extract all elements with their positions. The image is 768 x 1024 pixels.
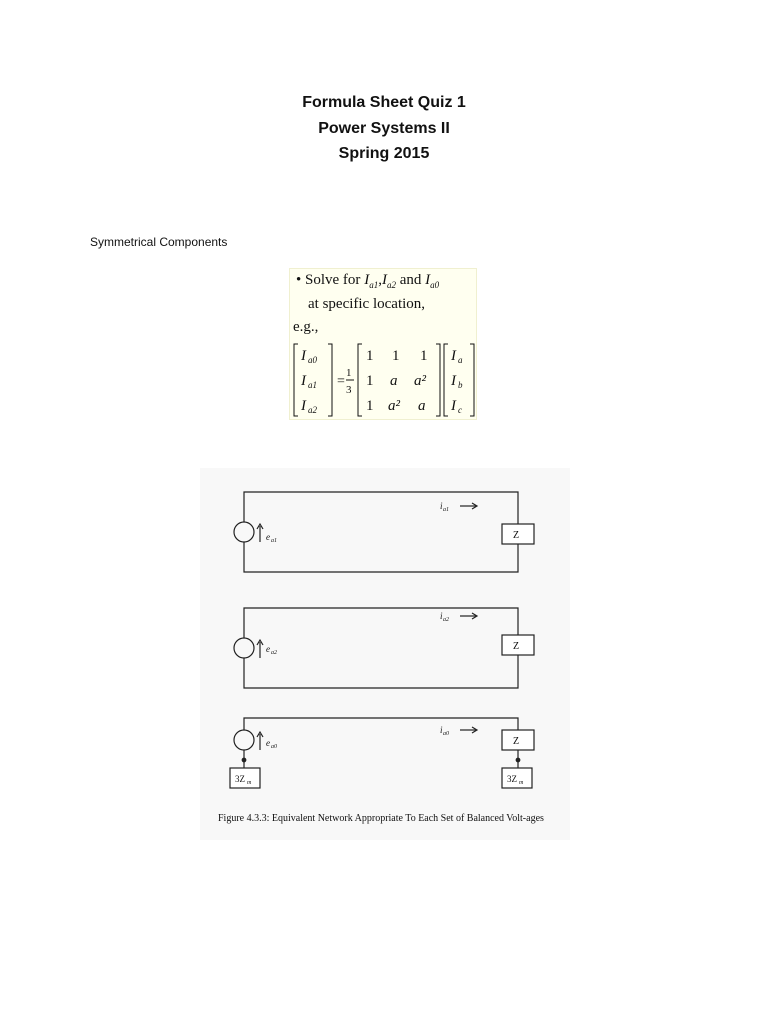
emf-label-1: e	[266, 532, 270, 542]
fraction-denominator: 3	[346, 384, 352, 396]
svg-text:I: I	[301, 398, 306, 414]
svg-text:a0: a0	[308, 355, 317, 365]
svg-text:a: a	[458, 355, 463, 365]
m20: 1	[366, 398, 374, 414]
svg-text:a2: a2	[443, 617, 449, 623]
m12: a²	[414, 373, 426, 389]
m01: 1	[392, 348, 400, 364]
current-label-2: i	[440, 611, 443, 621]
circuit-diagrams	[200, 468, 570, 808]
equivalent-network-figure	[200, 468, 570, 840]
svg-text:a2: a2	[308, 405, 317, 415]
m11: a	[390, 373, 398, 389]
and-text: and	[399, 272, 422, 288]
term: Spring 2015	[338, 145, 430, 162]
formula-box	[289, 268, 477, 420]
svg-text:a1: a1	[308, 380, 317, 390]
svg-text:a1: a1	[443, 507, 449, 513]
svg-text:b: b	[458, 380, 463, 390]
m10: 1	[366, 373, 374, 389]
svg-text:I: I	[451, 373, 456, 389]
location-text: at specific location,	[308, 296, 426, 312]
svg-text:I: I	[451, 398, 456, 414]
figure-caption: Figure 4.3.3: Equivalent Network Appropriate To Each Set of Balanced Volt-ages	[218, 813, 544, 824]
m00: 1	[366, 348, 374, 364]
ground-impedance-right: 3Z	[507, 774, 517, 784]
section-heading: Symmetrical Components	[90, 235, 228, 249]
svg-text:I: I	[451, 348, 456, 364]
svg-text:a0: a0	[271, 744, 277, 750]
m02: 1	[420, 348, 428, 364]
eg-text: e.g.,	[293, 319, 319, 335]
svg-text:c: c	[458, 405, 462, 415]
svg-text:m: m	[247, 780, 252, 786]
fraction-numerator: 1	[346, 367, 352, 379]
svg-text:a2: a2	[271, 650, 277, 656]
load-z-2: Z	[513, 641, 520, 652]
current-label-3: i	[440, 725, 443, 735]
load-z-1: Z	[513, 530, 520, 541]
solve-text: Solve for	[305, 272, 361, 288]
svg-text:m: m	[519, 780, 524, 786]
current-label-1: i	[440, 501, 443, 511]
svg-text:a0: a0	[443, 731, 449, 737]
svg-text:=: =	[337, 374, 345, 389]
load-z-3: Z	[513, 736, 520, 747]
m22: a	[418, 398, 426, 414]
document-title: Formula Sheet Quiz 1	[302, 94, 466, 111]
course-name: Power Systems II	[318, 120, 450, 137]
emf-label-2: e	[266, 644, 270, 654]
m21: a²	[388, 398, 400, 414]
svg-text:I: I	[301, 373, 306, 389]
svg-text:I: I	[301, 348, 306, 364]
matrix-equation	[290, 341, 476, 419]
svg-text:a1: a1	[271, 538, 277, 544]
formula-line-1: • Solve for $I_{a1},I_{a2}$ and $I_{a0}$	[296, 272, 440, 290]
ground-impedance-left: 3Z	[235, 774, 245, 784]
emf-label-3: e	[266, 738, 270, 748]
bullet: •	[296, 272, 302, 288]
